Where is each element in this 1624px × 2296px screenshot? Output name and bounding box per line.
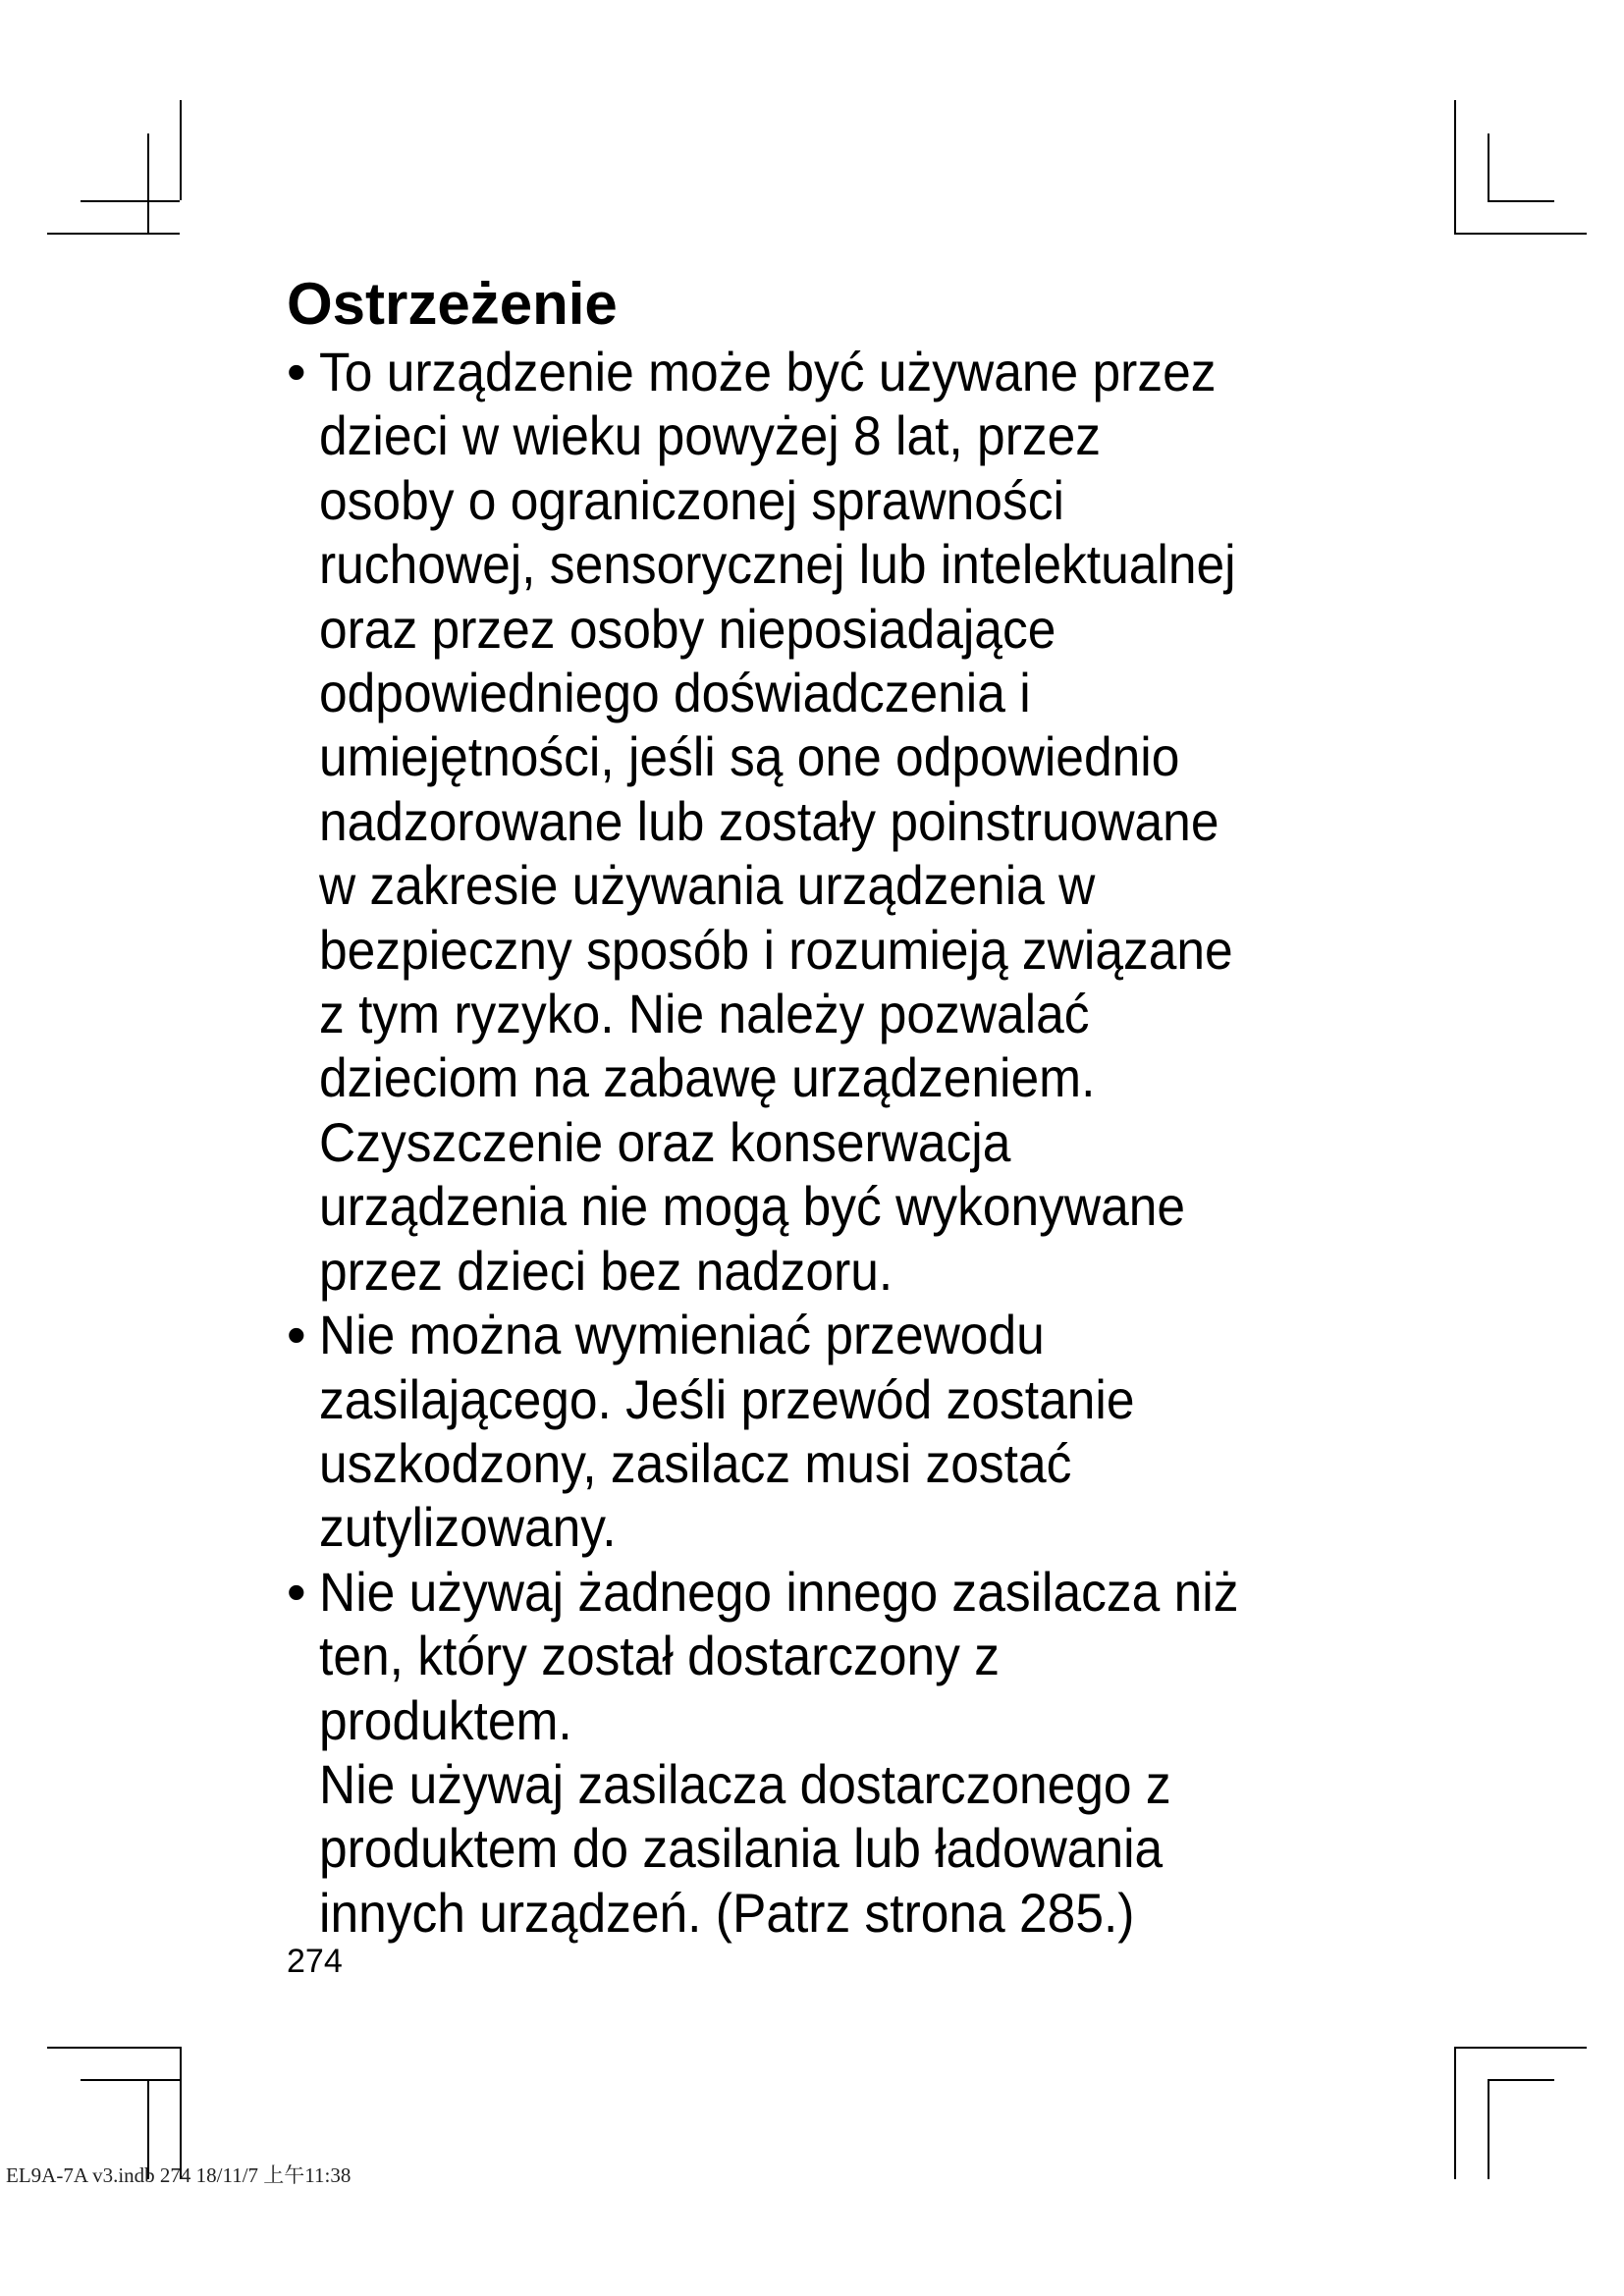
warning-text-line: To urządzenie może być używane przez bbox=[319, 341, 1217, 402]
warning-text-line: Czyszczenie oraz konserwacja bbox=[319, 1110, 1011, 1173]
warning-text-line: Nie używaj żadnego innego zasilacza niż bbox=[319, 1560, 1239, 1623]
warning-text-line: z tym ryzyko. Nie należy pozwalać bbox=[319, 983, 1090, 1045]
warning-text-line: Nie używaj zasilacza dostarczonego z bbox=[319, 1752, 1171, 1815]
warning-heading: Ostrzeżenie bbox=[287, 271, 618, 337]
warning-item bbox=[287, 1560, 1406, 1945]
warning-text-line: produktem do zasilania lub ładowania bbox=[319, 1817, 1164, 1880]
bullet-icon: • bbox=[287, 341, 306, 402]
warning-text-line: osoby o ograniczonej sprawności bbox=[319, 468, 1064, 531]
bullet-icon: • bbox=[287, 1304, 306, 1366]
warning-text-line: nadzorowane lub zostały poinstruowane bbox=[319, 789, 1219, 852]
warning-text-line: w zakresie używania urządzenia w bbox=[319, 854, 1096, 917]
warning-text-line: produktem. bbox=[319, 1688, 572, 1751]
warning-text-line: ten, który został dostarczony z bbox=[319, 1625, 1000, 1687]
warning-list bbox=[287, 340, 1406, 1945]
warning-text-line: dzieci w wieku powyżej 8 lat, przez bbox=[319, 404, 1102, 467]
warning-text-line: uszkodzony, zasilacz musi zostać bbox=[319, 1431, 1072, 1494]
warning-text-line: umiejętności, jeśli są one odpowiednio bbox=[319, 725, 1180, 788]
warning-text-line: dzieciom na zabawę urządzeniem. bbox=[319, 1046, 1096, 1109]
warning-text-line: zasilającego. Jeśli przewód zostanie bbox=[319, 1367, 1135, 1430]
warning-text-line: innych urządzeń. (Patrz strona 285.) bbox=[319, 1881, 1135, 1944]
warning-item bbox=[287, 340, 1406, 1303]
warning-text-line: przez dzieci bez nadzoru. bbox=[319, 1239, 893, 1302]
warning-section bbox=[287, 273, 1406, 1945]
warning-text-line: ruchowej, sensorycznej lub intelektualnej bbox=[319, 533, 1236, 596]
warning-text-line: Nie można wymieniać przewodu bbox=[319, 1304, 1045, 1366]
warning-text-line: oraz przez osoby nieposiadające bbox=[319, 597, 1056, 660]
warning-text-line: bezpieczny sposób i rozumieją związane bbox=[319, 918, 1233, 981]
bullet-icon: • bbox=[287, 1560, 306, 1623]
warning-text-line: urządzenia nie mogą być wykonywane bbox=[319, 1175, 1186, 1238]
page-number: 274 bbox=[287, 1943, 343, 1980]
warning-text-line: zutylizowany. bbox=[319, 1496, 617, 1559]
warning-text-line: odpowiedniego doświadczenia i bbox=[319, 662, 1031, 724]
warning-item bbox=[287, 1303, 1406, 1560]
print-footer: EL9A-7A v3.indb 274 18/11/7 上午11:38 bbox=[6, 2163, 352, 2187]
